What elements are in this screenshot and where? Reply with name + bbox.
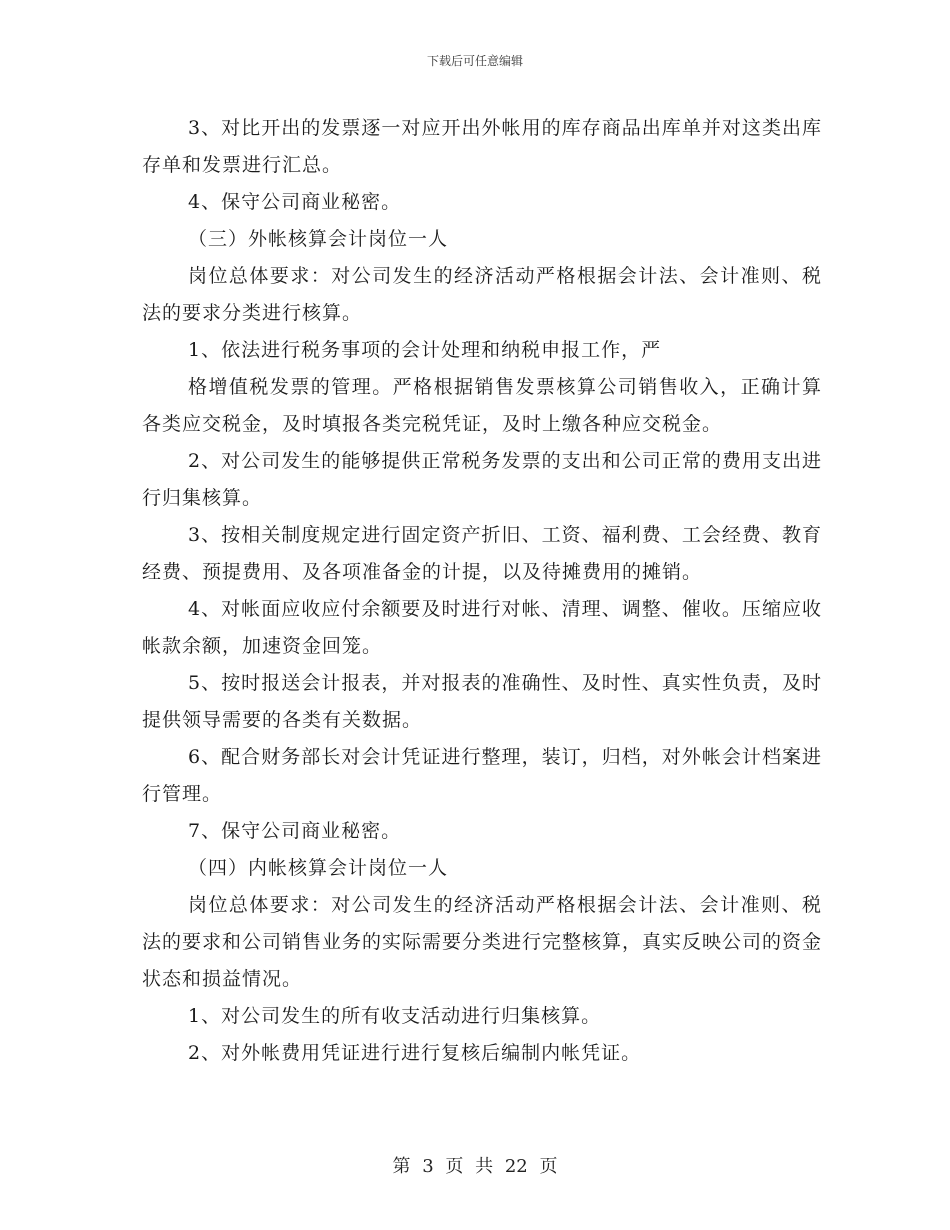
paragraph: 岗位总体要求：对公司发生的经济活动严格根据会计法、会计准则、税法的要求和公司销售业务的实际需要分类进行完整核算，真实反映公司的资金状态和损益情况。 bbox=[142, 894, 823, 990]
paragraph: 2、对外帐费用凭证进行进行复核后编制内帐凭证。 bbox=[188, 1042, 642, 1064]
section-heading: （三）外帐核算会计岗位一人 bbox=[188, 228, 449, 250]
paragraph: 岗位总体要求：对公司发生的经济活动严格根据会计法、会计准则、税法的要求分类进行核算。 bbox=[142, 265, 822, 324]
page-header: 下载后可任意编辑 bbox=[426, 54, 523, 68]
paragraph: 格增值税发票的管理。严格根据销售发票核算公司销售收入，正确计算各类应交税金，及时填报各类完税凭证，及时上缴各种应交税金。 bbox=[142, 376, 822, 435]
paragraph: 3、按相关制度规定进行固定资产折旧、工资、福利费、工会经费、教育经费、预提费用、及各项准备金的计提，以及待摊费用的摊销。 bbox=[142, 524, 822, 583]
paragraph: 4、对帐面应收应付余额要及时进行对帐、清理、调整、催收。压缩应收帐款余额，加速资金回笼。 bbox=[142, 598, 822, 657]
paragraph: 1、对公司发生的所有收支活动进行归集核算。 bbox=[188, 1005, 602, 1027]
paragraph: 1、依法进行税务事项的会计处理和纳税申报工作，严 bbox=[188, 339, 662, 361]
section-heading: （四）内帐核算会计岗位一人 bbox=[188, 857, 449, 879]
paragraph: 3、对比开出的发票逐一对应开出外帐用的库存商品出库单并对这类出库存单和发票进行汇总。 bbox=[142, 117, 822, 176]
paragraph: 5、按时报送会计报表，并对报表的准确性、及时性、真实性负责，及时提供领导需要的各类有关数据。 bbox=[142, 672, 822, 731]
paragraph: 6、配合财务部长对会计凭证进行整理，装订，归档，对外帐会计档案进行管理。 bbox=[142, 746, 822, 805]
page-footer: 第 3 页 共 22 页 bbox=[392, 1156, 558, 1177]
paragraph: 2、对公司发生的能够提供正常税务发票的支出和公司正常的费用支出进行归集核算。 bbox=[142, 450, 822, 509]
document-body bbox=[142, 110, 822, 1072]
paragraph: 7、保守公司商业秘密。 bbox=[188, 820, 402, 842]
paragraph: 4、保守公司商业秘密。 bbox=[188, 191, 402, 213]
